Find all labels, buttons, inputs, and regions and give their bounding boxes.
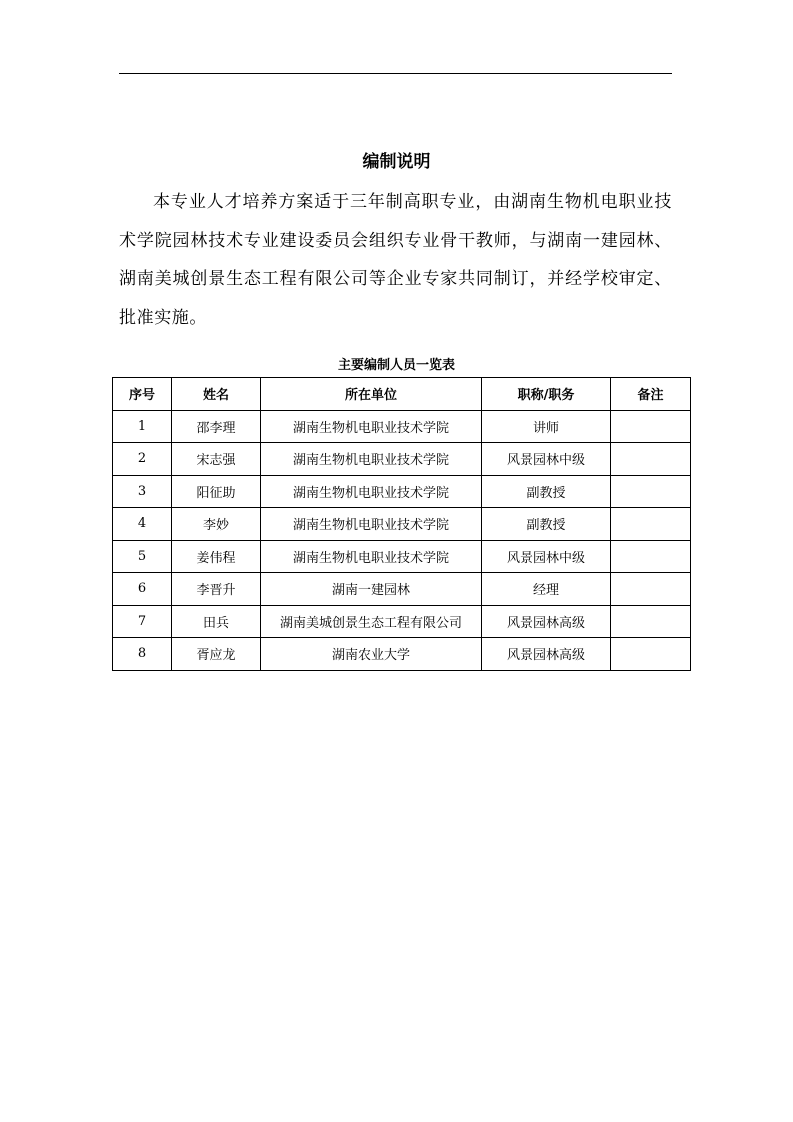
cell-title-position: 副教授 bbox=[482, 475, 611, 508]
cell-title-position: 副教授 bbox=[482, 508, 611, 541]
cell-serial-number: 1 bbox=[113, 410, 172, 443]
cell-name: 邵李理 bbox=[172, 410, 261, 443]
cell-serial-number: 7 bbox=[113, 605, 172, 638]
document-title: 编制说明 bbox=[362, 152, 431, 172]
table-row bbox=[113, 638, 691, 671]
cell-remarks bbox=[611, 410, 691, 443]
cell-name: 宋志强 bbox=[172, 443, 261, 476]
cell-remarks bbox=[611, 475, 691, 508]
cell-remarks bbox=[611, 508, 691, 541]
header-title-position: 职称/职务 bbox=[482, 378, 611, 411]
cell-name: 胥应龙 bbox=[172, 638, 261, 671]
cell-organization: 湖南生物机电职业技术学院 bbox=[261, 443, 482, 476]
cell-title-position: 风景园林高级 bbox=[482, 605, 611, 638]
cell-name: 李妙 bbox=[172, 508, 261, 541]
cell-organization: 湖南农业大学 bbox=[261, 638, 482, 671]
table-row bbox=[113, 443, 691, 476]
cell-title-position: 风景园林高级 bbox=[482, 638, 611, 671]
table-row bbox=[113, 573, 691, 606]
cell-organization: 湖南生物机电职业技术学院 bbox=[261, 508, 482, 541]
cell-serial-number: 3 bbox=[113, 475, 172, 508]
cell-title-position: 风景园林中级 bbox=[482, 443, 611, 476]
cell-organization: 湖南生物机电职业技术学院 bbox=[261, 540, 482, 573]
cell-remarks bbox=[611, 540, 691, 573]
cell-name: 李晋升 bbox=[172, 573, 261, 606]
header-organization: 所在单位 bbox=[261, 378, 482, 411]
cell-remarks bbox=[611, 573, 691, 606]
cell-remarks bbox=[611, 443, 691, 476]
cell-remarks bbox=[611, 638, 691, 671]
header-rule bbox=[119, 73, 672, 74]
cell-serial-number: 6 bbox=[113, 573, 172, 606]
cell-organization: 湖南一建园林 bbox=[261, 573, 482, 606]
cell-title-position: 风景园林中级 bbox=[482, 540, 611, 573]
cell-name: 姜伟程 bbox=[172, 540, 261, 573]
table-row bbox=[113, 508, 691, 541]
cell-name: 阳征助 bbox=[172, 475, 261, 508]
header-name: 姓名 bbox=[172, 378, 261, 411]
cell-remarks bbox=[611, 605, 691, 638]
intro-paragraph: 本专业人才培养方案适于三年制高职专业，由湖南生物机电职业技术学院园林技术专业建设委员会组织专业骨干教师，与湖南一建园林、湖南美城创景生态工程有限公司等企业专家共同制订，并经学校审定、批准实施。 bbox=[119, 192, 672, 328]
cell-organization: 湖南美城创景生态工程有限公司 bbox=[261, 605, 482, 638]
cell-serial-number: 8 bbox=[113, 638, 172, 671]
table-row bbox=[113, 475, 691, 508]
header-remarks: 备注 bbox=[611, 378, 691, 411]
table-row bbox=[113, 605, 691, 638]
cell-serial-number: 4 bbox=[113, 508, 172, 541]
cell-serial-number: 5 bbox=[113, 540, 172, 573]
cell-title-position: 讲师 bbox=[482, 410, 611, 443]
cell-name: 田兵 bbox=[172, 605, 261, 638]
table-row bbox=[113, 540, 691, 573]
header-serial-number: 序号 bbox=[113, 378, 172, 411]
table-row bbox=[113, 410, 691, 443]
table-caption: 主要编制人员一览表 bbox=[337, 358, 455, 373]
staff-table bbox=[112, 377, 691, 671]
cell-title-position: 经理 bbox=[482, 573, 611, 606]
cell-organization: 湖南生物机电职业技术学院 bbox=[261, 475, 482, 508]
cell-serial-number: 2 bbox=[113, 443, 172, 476]
cell-organization: 湖南生物机电职业技术学院 bbox=[261, 410, 482, 443]
table-header-row bbox=[113, 378, 691, 411]
